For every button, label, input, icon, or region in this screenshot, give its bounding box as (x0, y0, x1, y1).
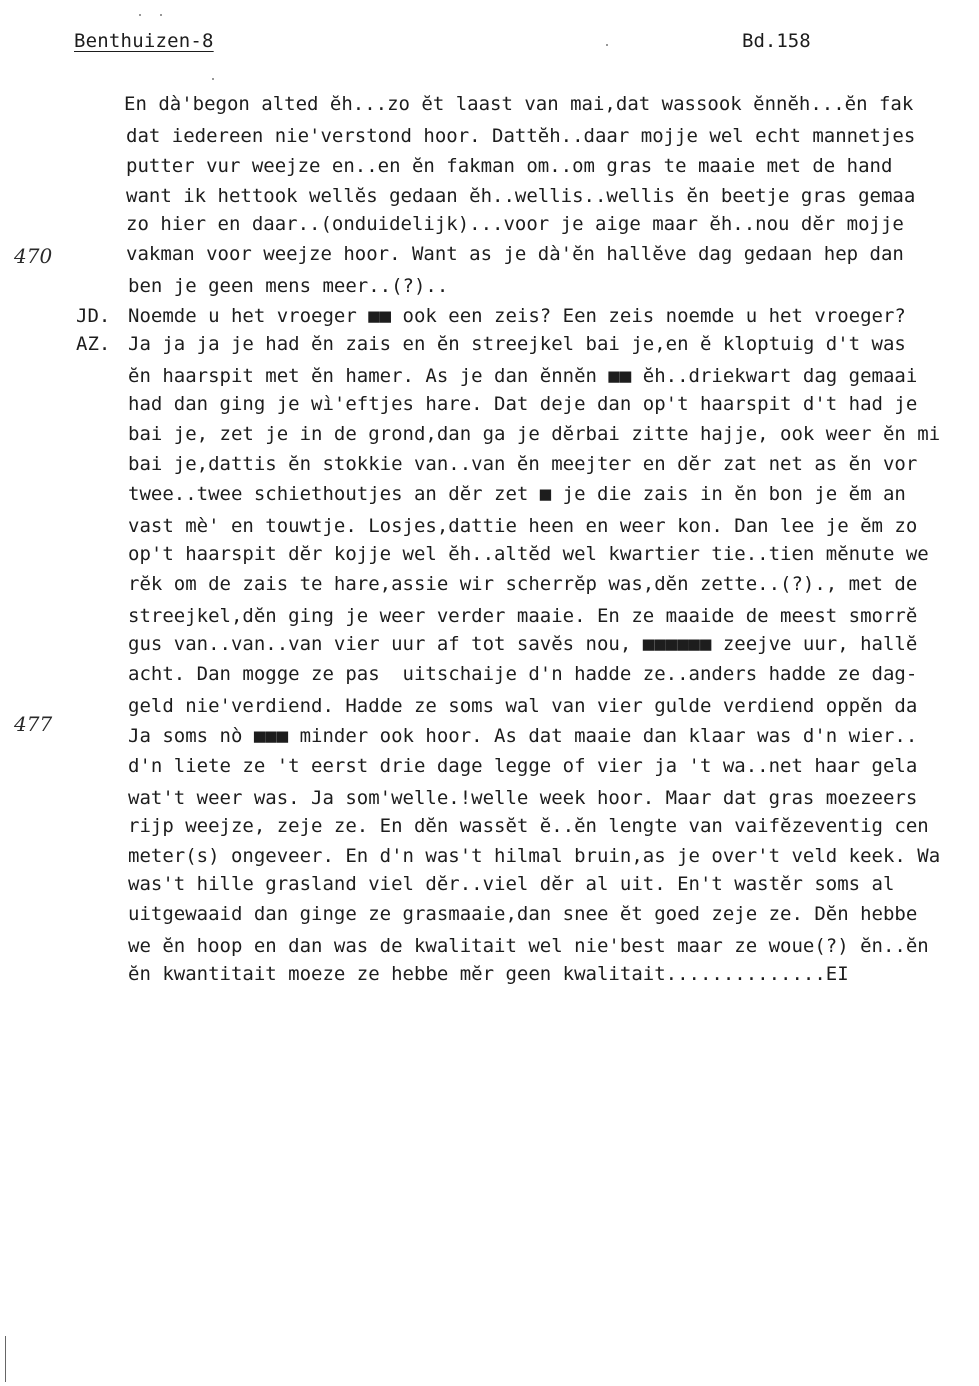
page-reference: Bd.158 (742, 30, 811, 52)
transcript-line (0, 512, 979, 540)
speaker-label: AZ. (76, 333, 111, 355)
transcript-line (0, 272, 979, 300)
document-title: Benthuizen-8 (74, 30, 214, 52)
line-text: bai je, zet je in de grond,dan ga je dĕrbai zitte hajje, ook weer ĕn mi (128, 423, 941, 445)
line-text: gus van..van..van vier uur af tot savĕs nou, ■■■■■■ zeejve uur, hallĕ (128, 633, 918, 655)
line-text: meter(s) ongeveer. En d'n was't hilmal bruin,as je over't veld keek. Wa (128, 845, 941, 867)
transcript-line (0, 784, 979, 812)
line-text: ĕn haarspit met ĕn hamer. As je dan ĕnnĕn ■■ ĕh..driekwart dag gemaai (128, 365, 918, 387)
line-text: Noemde u het vroeger ■■ ook een zeis? Een zeis noemde u het vroeger? (128, 305, 906, 327)
line-text: uitgewaaid dan ginge ze grasmaaie,dan snee ĕt goed zeje ze. Dĕn hebbe (128, 903, 918, 925)
transcript-line (0, 870, 979, 898)
scan-speck (606, 44, 608, 46)
line-text: we ĕn hoop en dan was de kwalitait wel nie'best maar ze woue(?) ĕn..ĕn (128, 935, 929, 957)
transcript-line (0, 570, 979, 598)
transcript-line (0, 152, 979, 180)
speaker-label: JD. (76, 305, 111, 327)
transcript-line (0, 900, 979, 928)
transcript-line (0, 450, 979, 478)
transcript-line (0, 842, 979, 870)
line-text: vakman voor weejze hoor. Want as je dà'ĕn hallĕve dag gedaan hep dan (126, 243, 904, 265)
transcript-line (0, 390, 979, 418)
transcript-line (0, 932, 979, 960)
line-text: vast mè' en touwtje. Losjes,dattie heen en weer kon. Dan lee je ĕm zo (128, 515, 918, 537)
line-text: was't hille grasland viel dĕr..viel dĕr al uit. En't wastĕr soms al (128, 873, 895, 895)
line-text: wat't weer was. Ja som'welle.!welle week hoor. Maar dat gras moezeers (128, 787, 918, 809)
transcript-line (0, 362, 979, 390)
line-text: putter vur weejze en..en ĕn fakman om..om gras te maaie met de hand (126, 155, 893, 177)
transcript-line (0, 602, 979, 630)
line-text: op't haarspit dĕr kojje wel ĕh..altĕd wel kwartier tie..tien mĕnute we (128, 543, 929, 565)
scan-speck (139, 14, 141, 16)
line-text: twee..twee schiethoutjes an dĕr zet ■ je die zais in ĕn bon je ĕm an (128, 483, 906, 505)
transcript-line (0, 752, 979, 780)
line-text: Ja ja ja je had ĕn zais en ĕn streejkel bai je,en ĕ kloptuig d't was (128, 333, 906, 355)
transcript-line (0, 302, 979, 330)
line-text: had dan ging je wì'eftjes hare. Dat deje dan op't haarspit d't had je (128, 393, 918, 415)
transcript-line (0, 812, 979, 840)
scan-speck (212, 78, 214, 80)
transcript-line (0, 420, 979, 448)
line-text: ben je geen mens meer..(?).. (128, 275, 449, 297)
margin-note-477: 477 (14, 712, 53, 736)
transcript-line (0, 90, 979, 118)
line-text: geld nie'verdiend. Hadde ze soms wal van vier gulde verdiend oppĕn da (128, 695, 918, 717)
line-text: streejkel,dĕn ging je weer verder maaie. En ze maaide de meest smorrĕ (128, 605, 918, 627)
transcript-line (0, 210, 979, 238)
scan-edge-mark (5, 1336, 6, 1382)
transcript-line (0, 630, 979, 658)
transcript-line (0, 330, 979, 358)
line-text: Ja soms nò ■■■ minder ook hoor. As dat maaie dan klaar was d'n wier.. (128, 725, 918, 747)
transcript-line (0, 182, 979, 210)
line-text: want ik hettook wellĕs gedaan ĕh..wellis..wellis ĕn beetje gras gemaa (126, 185, 916, 207)
line-text: zo hier en daar..(onduidelijk)...voor je aige maar ĕh..nou dĕr mojje (126, 213, 904, 235)
line-text: rĕk om de zais te hare,assie wir scherrĕp was,dĕn zette..(?)., met de (128, 573, 918, 595)
line-text: rijp weejze, zeje ze. En dĕn wassĕt ĕ..ĕn lengte van vaifĕzeventig cen (128, 815, 929, 837)
line-text: En dà'begon alted ĕh...zo ĕt laast van mai,dat wassook ĕnnĕh...ĕn fak (124, 93, 914, 115)
line-text: bai je,dattis ĕn stokkie van..van ĕn meejter en dĕr zat net as ĕn vor (128, 453, 918, 475)
transcript-line (0, 540, 979, 568)
transcript-line (0, 660, 979, 688)
line-text: acht. Dan mogge ze pas uitschaije d'n hadde ze..anders hadde ze dag- (128, 663, 918, 685)
transcript-line (0, 240, 979, 268)
transcript-line (0, 722, 979, 750)
transcript-line (0, 960, 979, 988)
transcript-line (0, 480, 979, 508)
margin-note-470: 470 (14, 244, 53, 268)
transcript-line (0, 122, 979, 150)
scan-speck (160, 14, 162, 16)
transcript-line (0, 692, 979, 720)
line-text: d'n liete ze 't eerst drie dage legge of vier ja 't wa..net haar gela (128, 755, 918, 777)
line-text: ĕn kwantitait moeze ze hebbe mĕr geen kwalitait..............EI (128, 963, 849, 985)
line-text: dat iedereen nie'verstond hoor. Dattĕh..daar mojje wel echt mannetjes (126, 125, 916, 147)
